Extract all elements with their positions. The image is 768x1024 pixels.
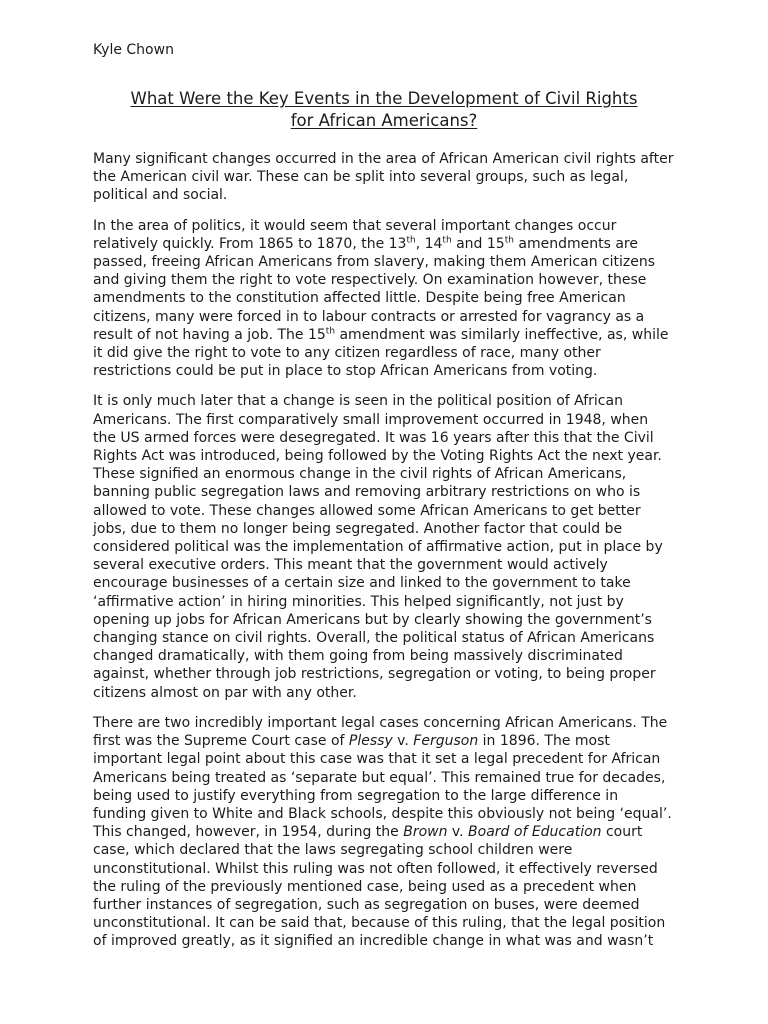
case-name: Ferguson [413, 733, 479, 750]
text-span: In the area of politics, it would seem that several important changes occur relatively quickly. From 1865 to 1870, the 13 [93, 217, 617, 252]
superscript: th [442, 235, 452, 246]
text-span: amendment was similarly ineffective, as, while it did give the right to vote to any citizen regardless of race, many other restrictions could be put in place to stop African Americans from voting. [93, 326, 669, 380]
title-line-1: What Were the Key Events in the Development of Civil Rights [130, 89, 638, 108]
case-name: Brown [403, 824, 448, 841]
text-span: in 1896. The most important legal point about this case was that it set a legal precedent for African Americans being treated as ‘separate but equal’. This remained true for decades, being used to justify everything from segregation to the large difference in funding given to White and Black schools, despite this obviously not being ‘equal’. This changed, however, in 1954, during the [93, 733, 672, 841]
title-line-2: for African Americans? [290, 111, 478, 130]
paragraph-intro: Many significant changes occurred in the area of African American civil rights after the American civil war. These can be split into several groups, such as legal, political and social. [93, 151, 674, 204]
text-span: v. [447, 824, 469, 841]
paragraph-politics [93, 217, 675, 381]
text-span: , 14 [415, 235, 443, 252]
paragraph-legal-cases [93, 714, 675, 951]
author-name: Kyle Chown [93, 42, 174, 58]
case-name: Plessy [348, 733, 393, 750]
case-name: Board of Education [468, 824, 602, 841]
text-span: amendments are passed, freeing African Americans from slavery, making them American citizens and giving them the right to vote respectively. On examination however, these amendments to the constitution affected little. Despite being free American citizens, many were forced in to labour contracts or arrested for vagrancy as a result of not having a job. The 15 [93, 235, 656, 343]
superscript: th [406, 235, 416, 246]
document-title [93, 88, 675, 132]
text-span: and 15 [451, 235, 505, 252]
text-span: v. [392, 733, 414, 750]
superscript: th [504, 235, 514, 246]
paragraph-political-change: It is only much later that a change is seen in the political position of African Americans. The first comparatively small improvement occurred in 1948, when the US armed forces were desegregated. It was 16 years after this that the Civil Rights Act was introduced, being followed by the Voting Rights Act the next year. These signified an enormous change in the civil rights of African Americans, banning public segregation laws and removing arbitrary restrictions on who is allowed to vote. These changes allowed some African Americans to get better jobs, due to them no longer being segregated. Another factor that could be considered political was the implementation of affirmative action, put in place by several executive orders. This meant that the government would actively encourage businesses of a certain size and linked to the government to take ‘affirmative action’ in hiring minorities. This helped significantly, not just by opening up jobs for African Americans but by clearly showing the government’s changing stance on civil rights. Overall, the political status of African Americans changed dramatically, with them going from being massively discriminated against, whether through job restrictions, segregation or voting, to being proper citizens almost on par with any other. [93, 393, 663, 701]
superscript: th [325, 326, 336, 337]
text-span: There are two incredibly important legal cases concerning African Americans. The first was the Supreme Court case of [93, 714, 668, 750]
text-span: court case, which declared that the laws segregating school children were unconstitutional. Whilst this ruling was not often followed, it effectively reversed the ruling of the previously mentioned case, being used as a precedent when further instances of segregation, such as segregation on buses, were deemed unconstitutional. It can be said that, because of this ruling, that the legal position of improved greatly, as it signified an incredible change in what was and wasn’t [93, 824, 666, 950]
